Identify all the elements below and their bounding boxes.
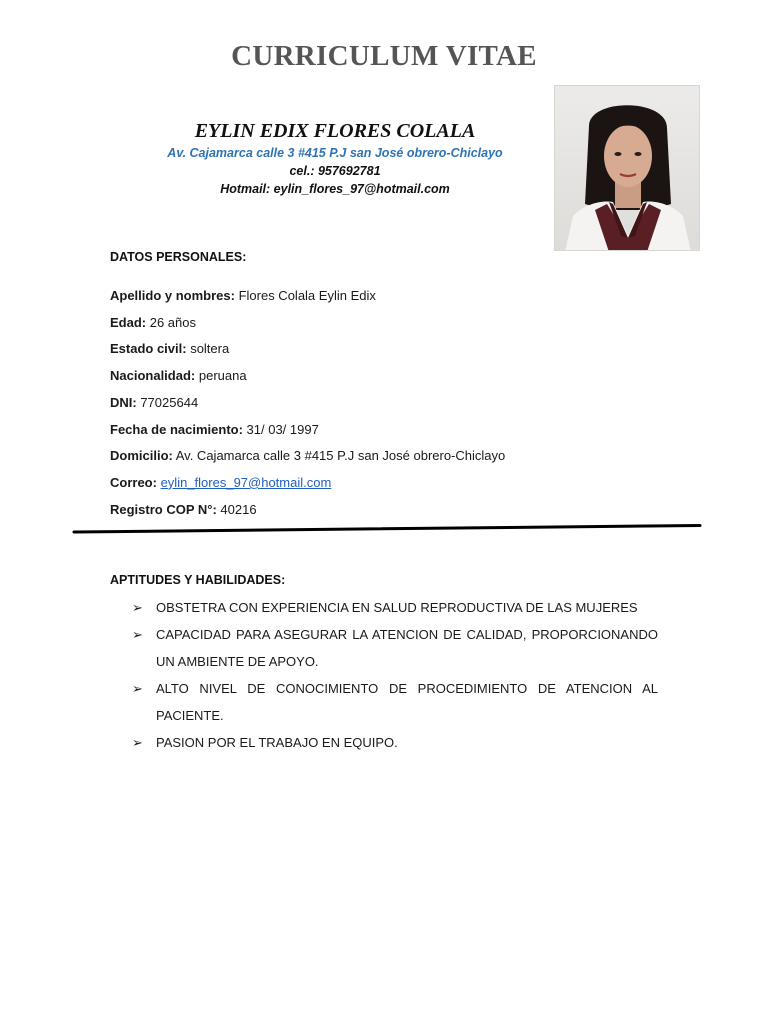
profile-photo	[554, 85, 700, 251]
arrow-bullet-icon: ➢	[132, 600, 143, 615]
skill-item: ➢ CAPACIDAD PARA ASEGURAR LA ATENCION DE CALIDAD, PROPORCIONANDO UN AMBIENTE DE APOYO.	[132, 621, 658, 675]
field-nationality: Nacionalidad: peruana	[110, 368, 247, 384]
header-email: Hotmail: eylin_flores_97@hotmail.com	[220, 182, 450, 196]
full-name: EYLIN EDIX FLORES COLALA	[194, 120, 476, 142]
section-divider	[0, 520, 768, 540]
field-dni: DNI: 77025644	[110, 394, 199, 410]
profile-photo-portrait	[555, 86, 700, 251]
header-phone: cel.: 957692781	[289, 164, 381, 178]
arrow-bullet-icon: ➢	[132, 681, 143, 696]
skill-item: ➢ ALTO NIVEL DE CONOCIMIENTO DE PROCEDIMIENTO DE ATENCION AL PACIENTE.	[132, 675, 658, 729]
field-cop-registry: Registro COP N°: 40216	[110, 501, 257, 517]
personal-data-heading: DATOS PERSONALES:	[110, 250, 247, 264]
field-email: Correo: eylin_flores_97@hotmail.com	[110, 474, 332, 490]
arrow-bullet-icon: ➢	[132, 627, 143, 642]
field-address: Domicilio: Av. Cajamarca calle 3 #415 P.J san José obrero-Chiclayo	[110, 448, 506, 464]
skills-list	[132, 594, 658, 756]
skills-heading: APTITUDES Y HABILIDADES:	[110, 573, 286, 587]
header-address: Av. Cajamarca calle 3 #415 P.J san José obrero-Chiclayo	[167, 146, 503, 160]
field-age: Edad: 26 años	[110, 314, 196, 330]
field-marital-status: Estado civil: soltera	[110, 341, 230, 357]
field-birth-date: Fecha de nacimiento: 31/ 03/ 1997	[110, 421, 319, 437]
contact-header	[110, 118, 560, 198]
document-title: CURRICULUM VITAE	[231, 40, 537, 72]
arrow-bullet-icon: ➢	[132, 735, 143, 750]
field-full-name: Apellido y nombres: Flores Colala Eylin Edix	[110, 288, 376, 303]
email-link[interactable]: eylin_flores_97@hotmail.com	[160, 474, 332, 490]
personal-data-list	[110, 283, 670, 523]
skill-item: ➢ OBSTETRA CON EXPERIENCIA EN SALUD REPRODUCTIVA DE LAS MUJERES	[132, 594, 658, 621]
skill-item: ➢ PASION POR EL TRABAJO EN EQUIPO.	[132, 729, 658, 756]
